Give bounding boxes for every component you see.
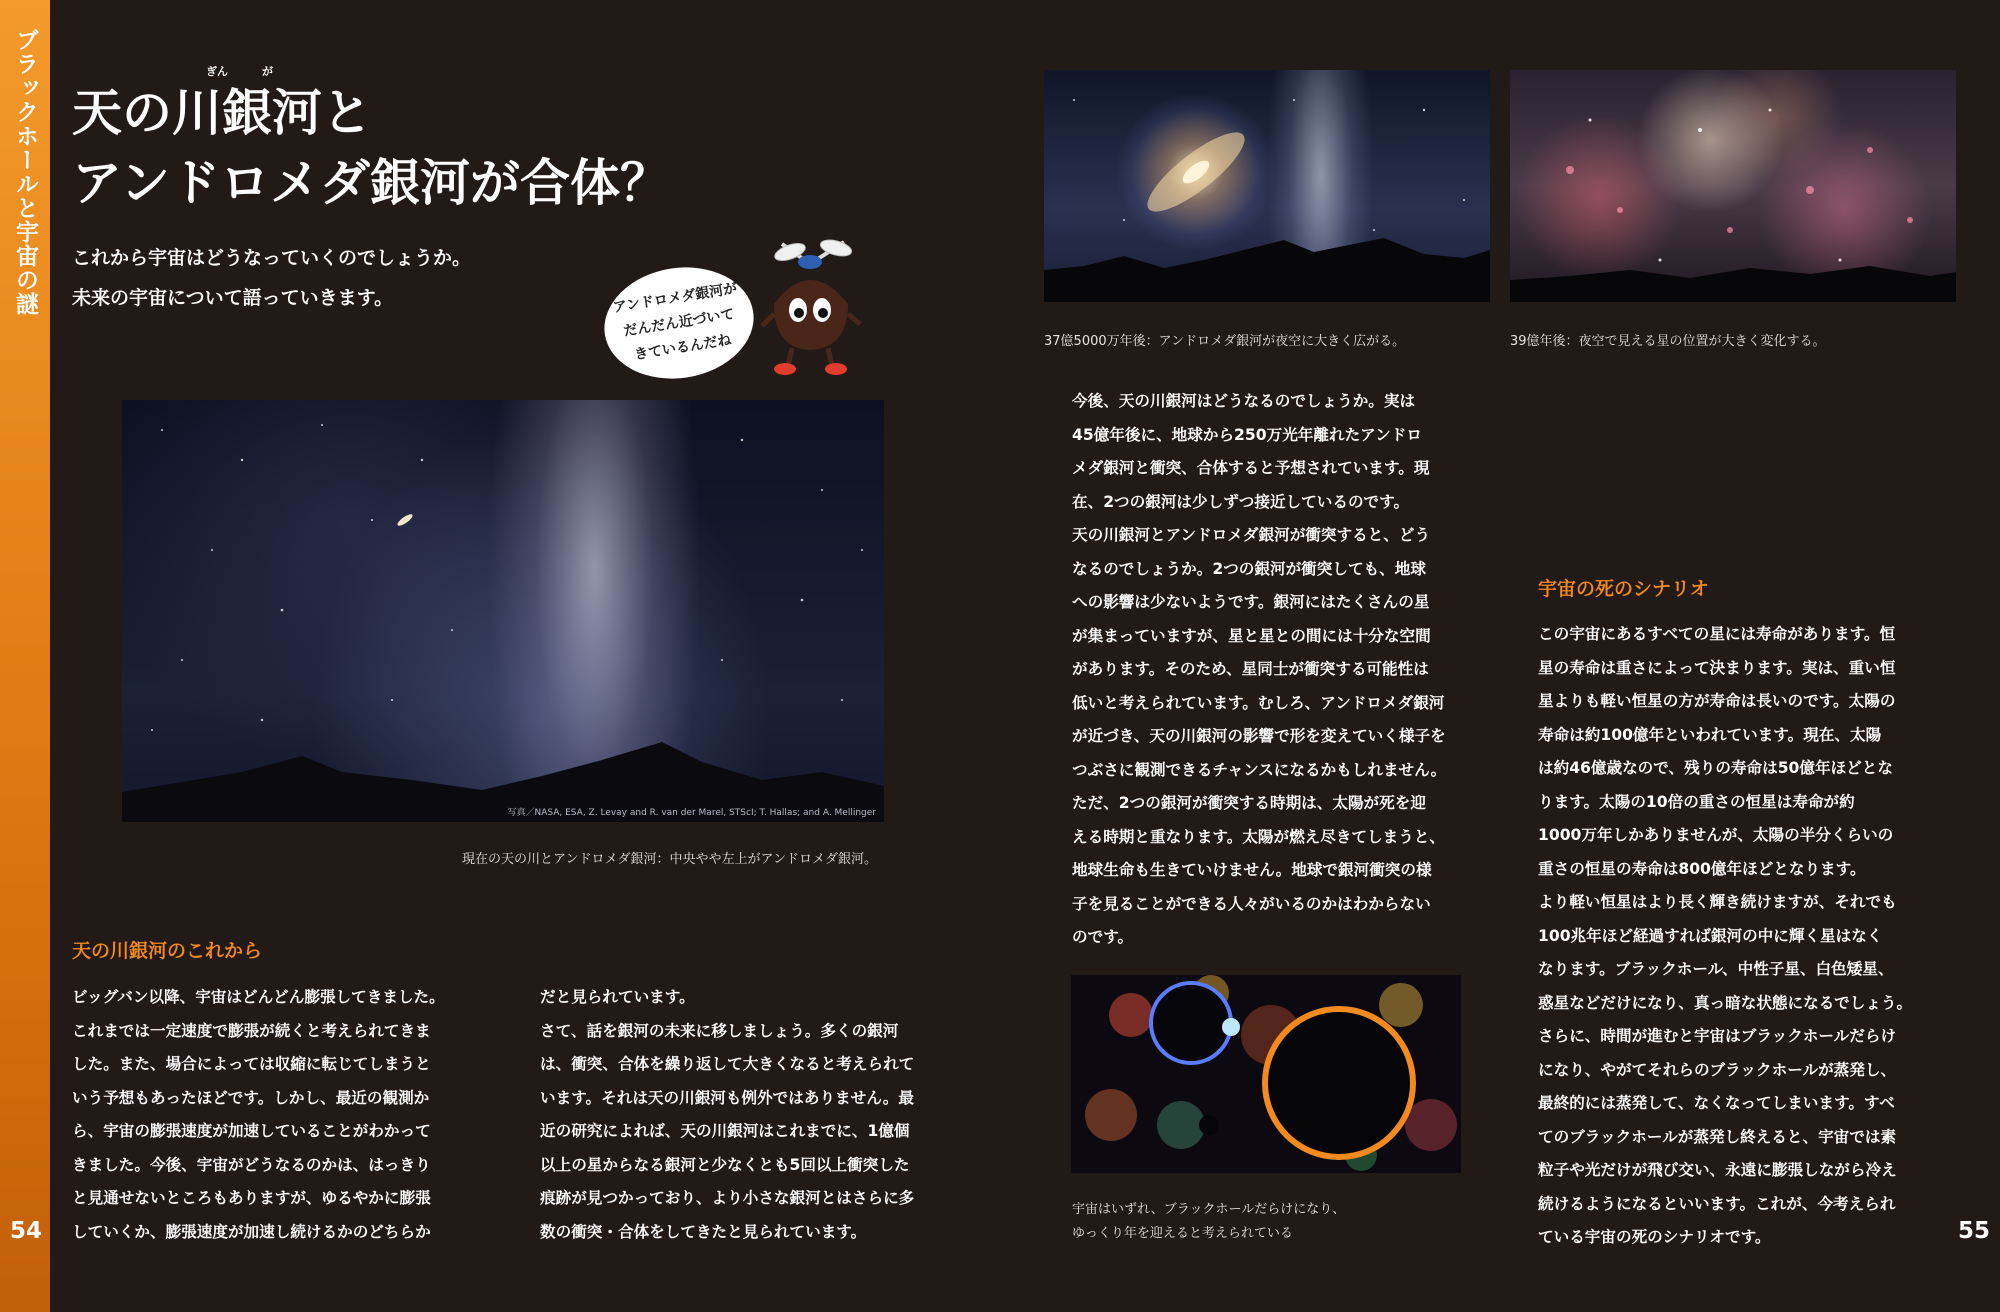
page-number-right: 55 bbox=[1958, 1218, 1991, 1244]
text-line: さて、話を銀河の未来に移しましょう。多くの銀河 bbox=[540, 1021, 899, 1040]
lead-line: 未来の宇宙について語っていきます。 bbox=[72, 287, 394, 309]
text-line: 星よりも軽い恒星の方が寿命は長いのです。太陽の bbox=[1538, 692, 1896, 710]
text-line: 100兆年ほど経過すれば銀河の中に輝く星はなく bbox=[1538, 926, 1883, 945]
text-line: 低いと考えられています。むしろ、アンドロメダ銀河 bbox=[1072, 693, 1445, 712]
section1-column-1 bbox=[72, 981, 445, 1249]
black-holes-illustration bbox=[1071, 975, 1461, 1173]
text-line: した。また、場合によっては収縮に転じてしまうと bbox=[72, 1055, 431, 1073]
text-line: への影響は少ないようです。銀河にはたくさんの星 bbox=[1072, 593, 1430, 611]
chapter-label: ブラックホールと宇宙の謎 bbox=[12, 28, 38, 316]
speech-bubble bbox=[596, 257, 761, 389]
text-line: 1000万年しかありませんが、太陽の半分くらいの bbox=[1538, 826, 1894, 844]
section-heading-milky-way-future: 天の川銀河のこれから bbox=[72, 940, 263, 962]
text-line: なります。ブラックホール、中性子星、白色矮星、 bbox=[1538, 960, 1894, 978]
text-line: 地球生命も生きていけません。地球で銀河衝突の様 bbox=[1072, 861, 1432, 879]
mascot-character-icon bbox=[752, 226, 872, 378]
death-scenario-text bbox=[1538, 618, 1912, 1255]
text-line: さらに、時間が進むと宇宙はブラックホールだらけ bbox=[1538, 1027, 1897, 1045]
andromeda-37b-years-photo bbox=[1044, 70, 1490, 302]
title-line-2: アンドロメダ銀河が合体？ bbox=[72, 154, 670, 212]
main-photo-caption: 現在の天の川とアンドロメダ銀河：中央やや左上がアンドロメダ銀河。 bbox=[462, 852, 877, 867]
text-line: 以上の星からなる銀河と少なくとも5回以上衝突した bbox=[540, 1155, 910, 1174]
page-number-left: 54 bbox=[10, 1218, 43, 1244]
text-line: これまでは一定速度で膨張が続くと考えられてきま bbox=[72, 1021, 431, 1040]
caption-line: 宇宙はいずれ、ブラックホールだらけになり、 bbox=[1072, 1202, 1346, 1217]
text-line: 近の研究によれば、天の川銀河はこれまでに、1億個 bbox=[540, 1122, 910, 1140]
section1-column-2 bbox=[540, 981, 914, 1249]
text-line: 子を見ることができる人々がいるのかはわからない bbox=[1072, 894, 1431, 913]
text-line: 45億年後に、地球から250万光年離れたアンドロ bbox=[1072, 425, 1422, 444]
bubble-line: きているんだね bbox=[633, 331, 733, 363]
photo-c-caption bbox=[1072, 1198, 1345, 1246]
text-line: より軽い恒星はより長く輝き続けますが、それでも bbox=[1538, 893, 1897, 911]
text-line: があります。そのため、星同士が衝突する可能性は bbox=[1072, 660, 1429, 678]
bubble-line: アンドロメダ銀河が bbox=[611, 280, 739, 316]
text-line: は約46億歳なので、残りの寿命は50億年ほどとな bbox=[1538, 759, 1893, 777]
text-line: ている宇宙の死のシナリオです。 bbox=[1538, 1228, 1771, 1246]
text-line: ら、宇宙の膨張速度が加速していることがわかって bbox=[72, 1122, 431, 1140]
text-line: 最終的には蒸発して、なくなってしまいます。すべ bbox=[1538, 1094, 1895, 1112]
text-line: 今後、天の川銀河はどうなるのでしょうか。実は bbox=[1072, 392, 1416, 410]
ruby-ga: が bbox=[262, 65, 273, 78]
page-title bbox=[72, 65, 670, 218]
text-line: が近づき、天の川銀河の影響で形を変えていく様子を bbox=[1072, 727, 1446, 745]
photo-a-caption: 37億5000万年後：アンドロメダ銀河が夜空に大きく広がる。 bbox=[1044, 334, 1406, 349]
text-line: える時期と重なります。太陽が燃え尽きてしまうと、 bbox=[1072, 827, 1446, 846]
text-line: いう予想もあったほどです。しかし、最近の観測か bbox=[72, 1088, 430, 1107]
title-line-1 bbox=[72, 65, 670, 148]
text-line: 寿命は約100億年といわれています。現在、太陽 bbox=[1538, 725, 1882, 744]
text-line: います。それは天の川銀河も例外ではありません。最 bbox=[540, 1088, 914, 1107]
text-line: していくか、膨張速度が加速し続けるかのどちらか bbox=[72, 1222, 431, 1241]
photo-b-caption: 39億年後：夜空で見える星の位置が大きく変化する。 bbox=[1510, 334, 1826, 349]
text-line: になり、やがてそれらのブラックホールが蒸発し、 bbox=[1538, 1060, 1897, 1079]
text-line: ビッグバン以降、宇宙はどんどん膨張してきました。 bbox=[72, 988, 445, 1006]
text-line: 在、2つの銀河は少しずつ接近しているのです。 bbox=[1072, 492, 1410, 511]
text-line: が集まっていますが、星と星との間には十分な空間 bbox=[1072, 626, 1431, 645]
text-line: この宇宙にあるすべての星には寿命があります。恒 bbox=[1538, 625, 1896, 643]
text-line: 天の川銀河とアンドロメダ銀河が衝突すると、どう bbox=[1072, 526, 1431, 544]
text-line: 続けるようになるといいます。これが、今考えられ bbox=[1538, 1194, 1896, 1213]
text-line: ります。太陽の10倍の重さの恒星は寿命が約 bbox=[1538, 792, 1855, 811]
lead-line: これから宇宙はどうなっていくのでしょうか。 bbox=[72, 247, 472, 269]
ruby-gin: ぎん bbox=[206, 65, 228, 78]
galaxy-collision-text bbox=[1072, 385, 1446, 955]
text-line: と見通せないところもありますが、ゆるやかに膨張 bbox=[72, 1189, 431, 1207]
text-line: 星の寿命は重さによって決まります。実は、重い恒 bbox=[1538, 658, 1896, 677]
text-line: きました。今後、宇宙がどうなるのかは、はっきり bbox=[72, 1155, 431, 1174]
caption-line: ゆっくり年を迎えると考えられている bbox=[1072, 1226, 1293, 1241]
text-line: ただ、2つの銀河が衝突する時期は、太陽が死を迎 bbox=[1072, 794, 1426, 812]
text-line: 痕跡が見つかっており、より小さな銀河とはさらに多 bbox=[540, 1189, 915, 1207]
text-line: は、衝突、合体を繰り返して大きくなると考えられて bbox=[540, 1055, 915, 1073]
title-line-1-text: 天の川銀河と bbox=[72, 84, 372, 142]
text-line: 重さの恒星の寿命は800億年ほどとなります。 bbox=[1538, 859, 1866, 878]
text-line: 惑星などだけになり、真っ暗な状態になるでしょう。 bbox=[1538, 993, 1913, 1012]
text-line: てのブラックホールが蒸発し終えると、宇宙では素 bbox=[1538, 1127, 1897, 1146]
text-line: のです。 bbox=[1072, 928, 1134, 946]
milky-way-andromeda-photo bbox=[122, 400, 884, 822]
text-line: メダ銀河と衝突、合体すると予想されています。現 bbox=[1072, 459, 1430, 477]
text-line: つぶさに観測できるチャンスになるかもしれません。 bbox=[1072, 760, 1447, 779]
section-heading-death-scenario: 宇宙の死のシナリオ bbox=[1538, 578, 1709, 600]
text-line: 粒子や光だけが飛び交い、永遠に膨張しながら冷え bbox=[1538, 1161, 1897, 1179]
text-line: なるのでしょうか。2つの銀河が衝突しても、地球 bbox=[1072, 559, 1426, 578]
sky-39b-years-photo bbox=[1510, 70, 1956, 302]
text-line: だと見られています。 bbox=[540, 988, 695, 1006]
bubble-line: だんだん近づいて bbox=[622, 305, 736, 340]
photo-credit: 写真／NASA, ESA, Z. Levay and R. van der Marel, STScI; T. Hallas; and A. Mellinger bbox=[507, 808, 876, 818]
lead-text bbox=[72, 238, 471, 318]
text-line: 数の衝突・合体をしてきたと見られています。 bbox=[540, 1222, 867, 1241]
